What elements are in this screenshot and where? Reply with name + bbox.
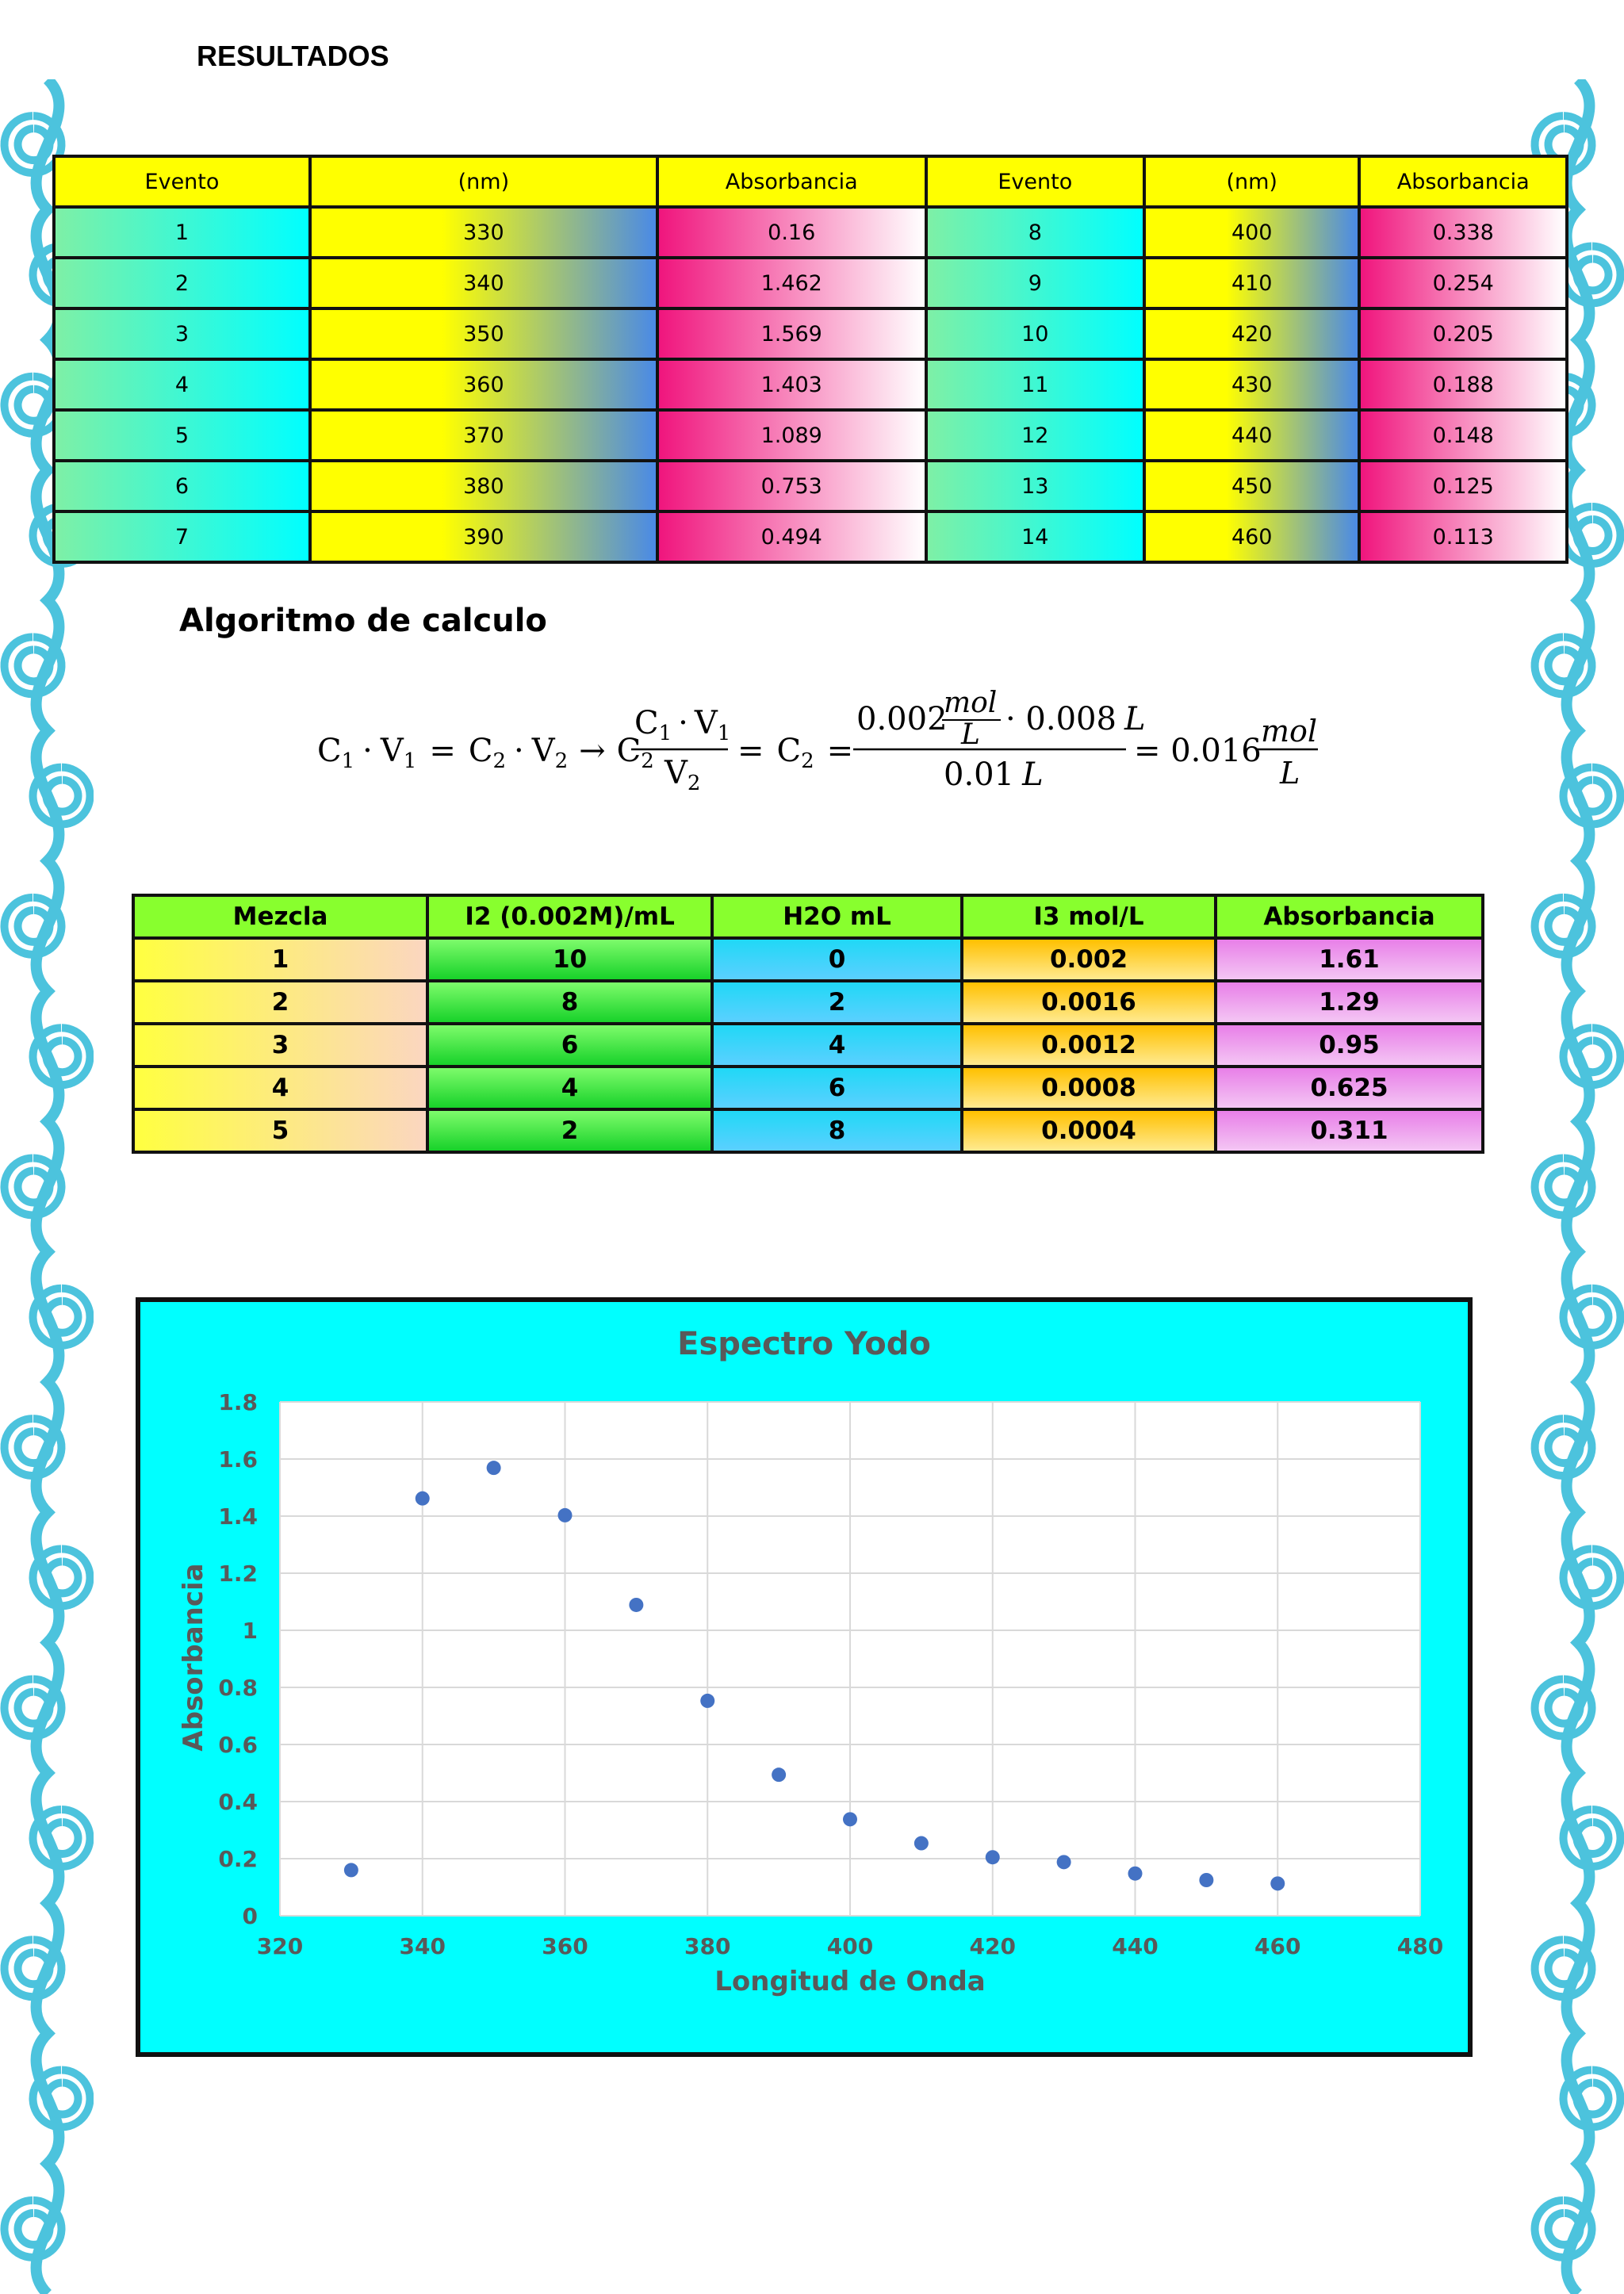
table-cell: 5 — [54, 410, 310, 461]
table-row — [54, 511, 1567, 562]
swirl-spiral — [1535, 1158, 1592, 1216]
swirl-spiral — [1564, 768, 1621, 825]
chart-svg — [140, 1302, 1468, 2052]
table-cell: 8 — [712, 1109, 962, 1152]
svg-text:· 0.008L: · 0.008 L — [1005, 701, 1146, 737]
table-cell: 2 — [133, 981, 427, 1024]
dilution-formula — [317, 690, 1348, 801]
table-cell: 0.494 — [657, 511, 926, 562]
swirl-spiral — [1564, 2070, 1621, 2127]
table-row — [54, 308, 1567, 359]
table-cell: 350 — [310, 308, 657, 359]
table-row — [133, 1109, 1483, 1152]
table-row — [133, 1067, 1483, 1109]
swirl-spiral — [33, 1028, 90, 1085]
svg-text:mol: mol — [944, 690, 998, 719]
table-cell: 4 — [427, 1067, 712, 1109]
x-tick-label: 440 — [1112, 1933, 1159, 1959]
table-cell: 450 — [1144, 461, 1359, 511]
y-tick-label: 1.4 — [218, 1503, 258, 1530]
spectrum-chart — [136, 1297, 1473, 2057]
table-cell: 370 — [310, 410, 657, 461]
y-tick-label: 1.8 — [218, 1389, 258, 1415]
data-point — [629, 1598, 643, 1612]
table-cell: 0.16 — [657, 207, 926, 258]
table-cell: 9 — [926, 258, 1144, 308]
swirl-spiral — [1564, 1549, 1621, 1606]
x-tick-label: 460 — [1254, 1933, 1301, 1959]
y-tick-label: 0.2 — [218, 1846, 258, 1872]
table-cell: 0.148 — [1359, 410, 1567, 461]
svg-text:= 0.016: = 0.016 — [1134, 733, 1262, 769]
table-cell: 1.569 — [657, 308, 926, 359]
x-tick-label: 320 — [256, 1933, 304, 1959]
table-cell: 0.0016 — [962, 981, 1216, 1024]
svg-text:0.01L: 0.01 L — [944, 756, 1044, 793]
table-cell: 4 — [133, 1067, 427, 1109]
table-cell: 12 — [926, 410, 1144, 461]
column-header: Evento — [926, 156, 1144, 207]
column-header: Evento — [54, 156, 310, 207]
table-cell: 10 — [926, 308, 1144, 359]
swirl-spiral — [4, 637, 61, 694]
table-cell: 340 — [310, 258, 657, 308]
svg-text:0.002: 0.002 — [856, 701, 948, 737]
y-tick-label: 0.8 — [218, 1675, 258, 1701]
table-cell: 2 — [427, 1109, 712, 1152]
data-point — [416, 1492, 430, 1506]
table-cell: 0.002 — [962, 938, 1216, 981]
table-row — [133, 1024, 1483, 1067]
data-point — [700, 1694, 714, 1708]
column-header: (nm) — [1144, 156, 1359, 207]
table-cell: 0.188 — [1359, 359, 1567, 410]
table-cell: 14 — [926, 511, 1144, 562]
swirl-spiral — [4, 1679, 61, 1737]
swirl-spiral — [1564, 1289, 1621, 1346]
table-cell: 0.753 — [657, 461, 926, 511]
spectrum-table — [52, 155, 1568, 564]
swirl-spiral — [1535, 637, 1592, 694]
data-point — [1199, 1873, 1213, 1887]
column-header: (nm) — [310, 156, 657, 207]
x-tick-label: 420 — [969, 1933, 1016, 1959]
column-header: Mezcla — [133, 895, 427, 938]
x-tick-label: 380 — [684, 1933, 731, 1959]
table-cell: 6 — [54, 461, 310, 511]
table-cell: 0.125 — [1359, 461, 1567, 511]
table-cell: 460 — [1144, 511, 1359, 562]
table-cell: 0.95 — [1216, 1024, 1483, 1067]
svg-text:L: L — [1280, 756, 1300, 791]
table-row — [54, 410, 1567, 461]
table-cell: 1.29 — [1216, 981, 1483, 1024]
table-cell: 0.311 — [1216, 1109, 1483, 1152]
y-tick-label: 1.6 — [218, 1446, 258, 1473]
table-cell: 0.0008 — [962, 1067, 1216, 1109]
table-cell: 0.113 — [1359, 511, 1567, 562]
column-header: Absorbancia — [657, 156, 926, 207]
table-cell: 400 — [1144, 207, 1359, 258]
swirl-spiral — [1535, 1419, 1592, 1476]
data-point — [914, 1836, 929, 1851]
table-cell: 1.462 — [657, 258, 926, 308]
x-tick-label: 360 — [542, 1933, 588, 1959]
table-cell: 440 — [1144, 410, 1359, 461]
table-cell: 1.403 — [657, 359, 926, 410]
table-header-row — [54, 156, 1567, 207]
table-cell: 0.0004 — [962, 1109, 1216, 1152]
svg-text:=C2=: = $C_2$ = — [737, 733, 854, 773]
table-cell: 1.089 — [657, 410, 926, 461]
table-cell: 420 — [1144, 308, 1359, 359]
table-cell: 3 — [54, 308, 310, 359]
swirl-spiral — [33, 1810, 90, 1867]
table-cell: 4 — [712, 1024, 962, 1067]
table-cell: 410 — [1144, 258, 1359, 308]
data-point — [986, 1850, 1000, 1864]
swirl-spiral — [1564, 507, 1621, 564]
y-tick-label: 0 — [242, 1903, 258, 1929]
swirl-spiral — [33, 2070, 90, 2127]
mixtures-table — [132, 894, 1484, 1154]
table-cell: 1 — [133, 938, 427, 981]
table-cell: 13 — [926, 461, 1144, 511]
svg-text:C1·V1=C2·V2→C2: $C_1 \cdot V_1 = C_2 \cdot V_2 \to C_2$ — [317, 733, 654, 773]
y-tick-label: 1.2 — [218, 1561, 258, 1587]
swirl-spiral — [1564, 246, 1621, 303]
table-cell: 380 — [310, 461, 657, 511]
column-header: Absorbancia — [1216, 895, 1483, 938]
table-header-row — [133, 895, 1483, 938]
table-cell: 4 — [54, 359, 310, 410]
swirl-spiral — [4, 898, 61, 955]
table-cell: 6 — [712, 1067, 962, 1109]
table-cell: 5 — [133, 1109, 427, 1152]
column-header: I3 mol/L — [962, 895, 1216, 938]
chart-title: Espectro Yodo — [677, 1326, 931, 1362]
table-cell: 330 — [310, 207, 657, 258]
svg-text:C1·V1: $C_1 \cdot V_1$ — [634, 705, 731, 745]
table-cell: 1.61 — [1216, 938, 1483, 981]
page-heading: RESULTADOS — [197, 40, 389, 72]
swirl-spiral — [4, 1940, 61, 1997]
table-cell: 8 — [427, 981, 712, 1024]
data-point — [344, 1863, 358, 1877]
data-point — [1270, 1876, 1285, 1890]
swirl-spiral — [1535, 1679, 1592, 1737]
table-cell: 1 — [54, 207, 310, 258]
svg-text:mol: mol — [1261, 714, 1318, 749]
y-tick-label: 0.4 — [218, 1789, 258, 1815]
data-point — [1128, 1867, 1143, 1881]
table-cell: 0.205 — [1359, 308, 1567, 359]
column-header: Absorbancia — [1359, 156, 1567, 207]
data-point — [772, 1767, 786, 1782]
table-cell: 0.254 — [1359, 258, 1567, 308]
section-heading: Algoritmo de calculo — [179, 603, 547, 639]
swirl-spiral — [4, 1419, 61, 1476]
swirl-spiral — [1535, 2200, 1592, 2258]
table-cell: 2 — [712, 981, 962, 1024]
table-row — [54, 359, 1567, 410]
swirl-spiral — [1564, 1028, 1621, 1085]
table-cell: 0.338 — [1359, 207, 1567, 258]
table-cell: 10 — [427, 938, 712, 981]
data-point — [1057, 1855, 1071, 1869]
swirl-spiral — [4, 2200, 61, 2258]
swirl-spiral — [4, 1158, 61, 1216]
table-row — [133, 938, 1483, 981]
table-cell: 6 — [427, 1024, 712, 1067]
swirl-spiral — [1535, 898, 1592, 955]
table-cell: 0.0012 — [962, 1024, 1216, 1067]
x-tick-label: 340 — [399, 1933, 446, 1959]
table-cell: 2 — [54, 258, 310, 308]
x-tick-label: 400 — [826, 1933, 874, 1959]
data-point — [843, 1812, 857, 1826]
table-cell: 430 — [1144, 359, 1359, 410]
x-axis-label: Longitud de Onda — [714, 1966, 986, 1997]
y-tick-label: 1 — [242, 1618, 258, 1644]
table-row — [54, 207, 1567, 258]
data-point — [558, 1508, 573, 1522]
table-cell: 360 — [310, 359, 657, 410]
column-header: I2 (0.002M)/mL — [427, 895, 712, 938]
y-tick-label: 0.6 — [218, 1732, 258, 1758]
table-cell: 11 — [926, 359, 1144, 410]
swirl-spiral — [33, 768, 90, 825]
swirl-spiral — [33, 1549, 90, 1606]
x-tick-label: 480 — [1396, 1933, 1444, 1959]
svg-text:L: L — [961, 718, 980, 751]
table-row — [54, 258, 1567, 308]
table-cell: 390 — [310, 511, 657, 562]
swirl-spiral — [1535, 1940, 1592, 1997]
table-cell: 3 — [133, 1024, 427, 1067]
table-cell: 7 — [54, 511, 310, 562]
table-row — [133, 981, 1483, 1024]
table-cell: 0.625 — [1216, 1067, 1483, 1109]
y-axis-label: Absorbancia — [178, 1563, 209, 1752]
data-point — [487, 1461, 501, 1475]
table-cell: 0 — [712, 938, 962, 981]
svg-text:V2: $V_2$ — [665, 755, 701, 795]
swirl-spiral — [1564, 1810, 1621, 1867]
swirl-spiral — [33, 1289, 90, 1346]
column-header: H2O mL — [712, 895, 962, 938]
table-row — [54, 461, 1567, 511]
table-cell: 8 — [926, 207, 1144, 258]
